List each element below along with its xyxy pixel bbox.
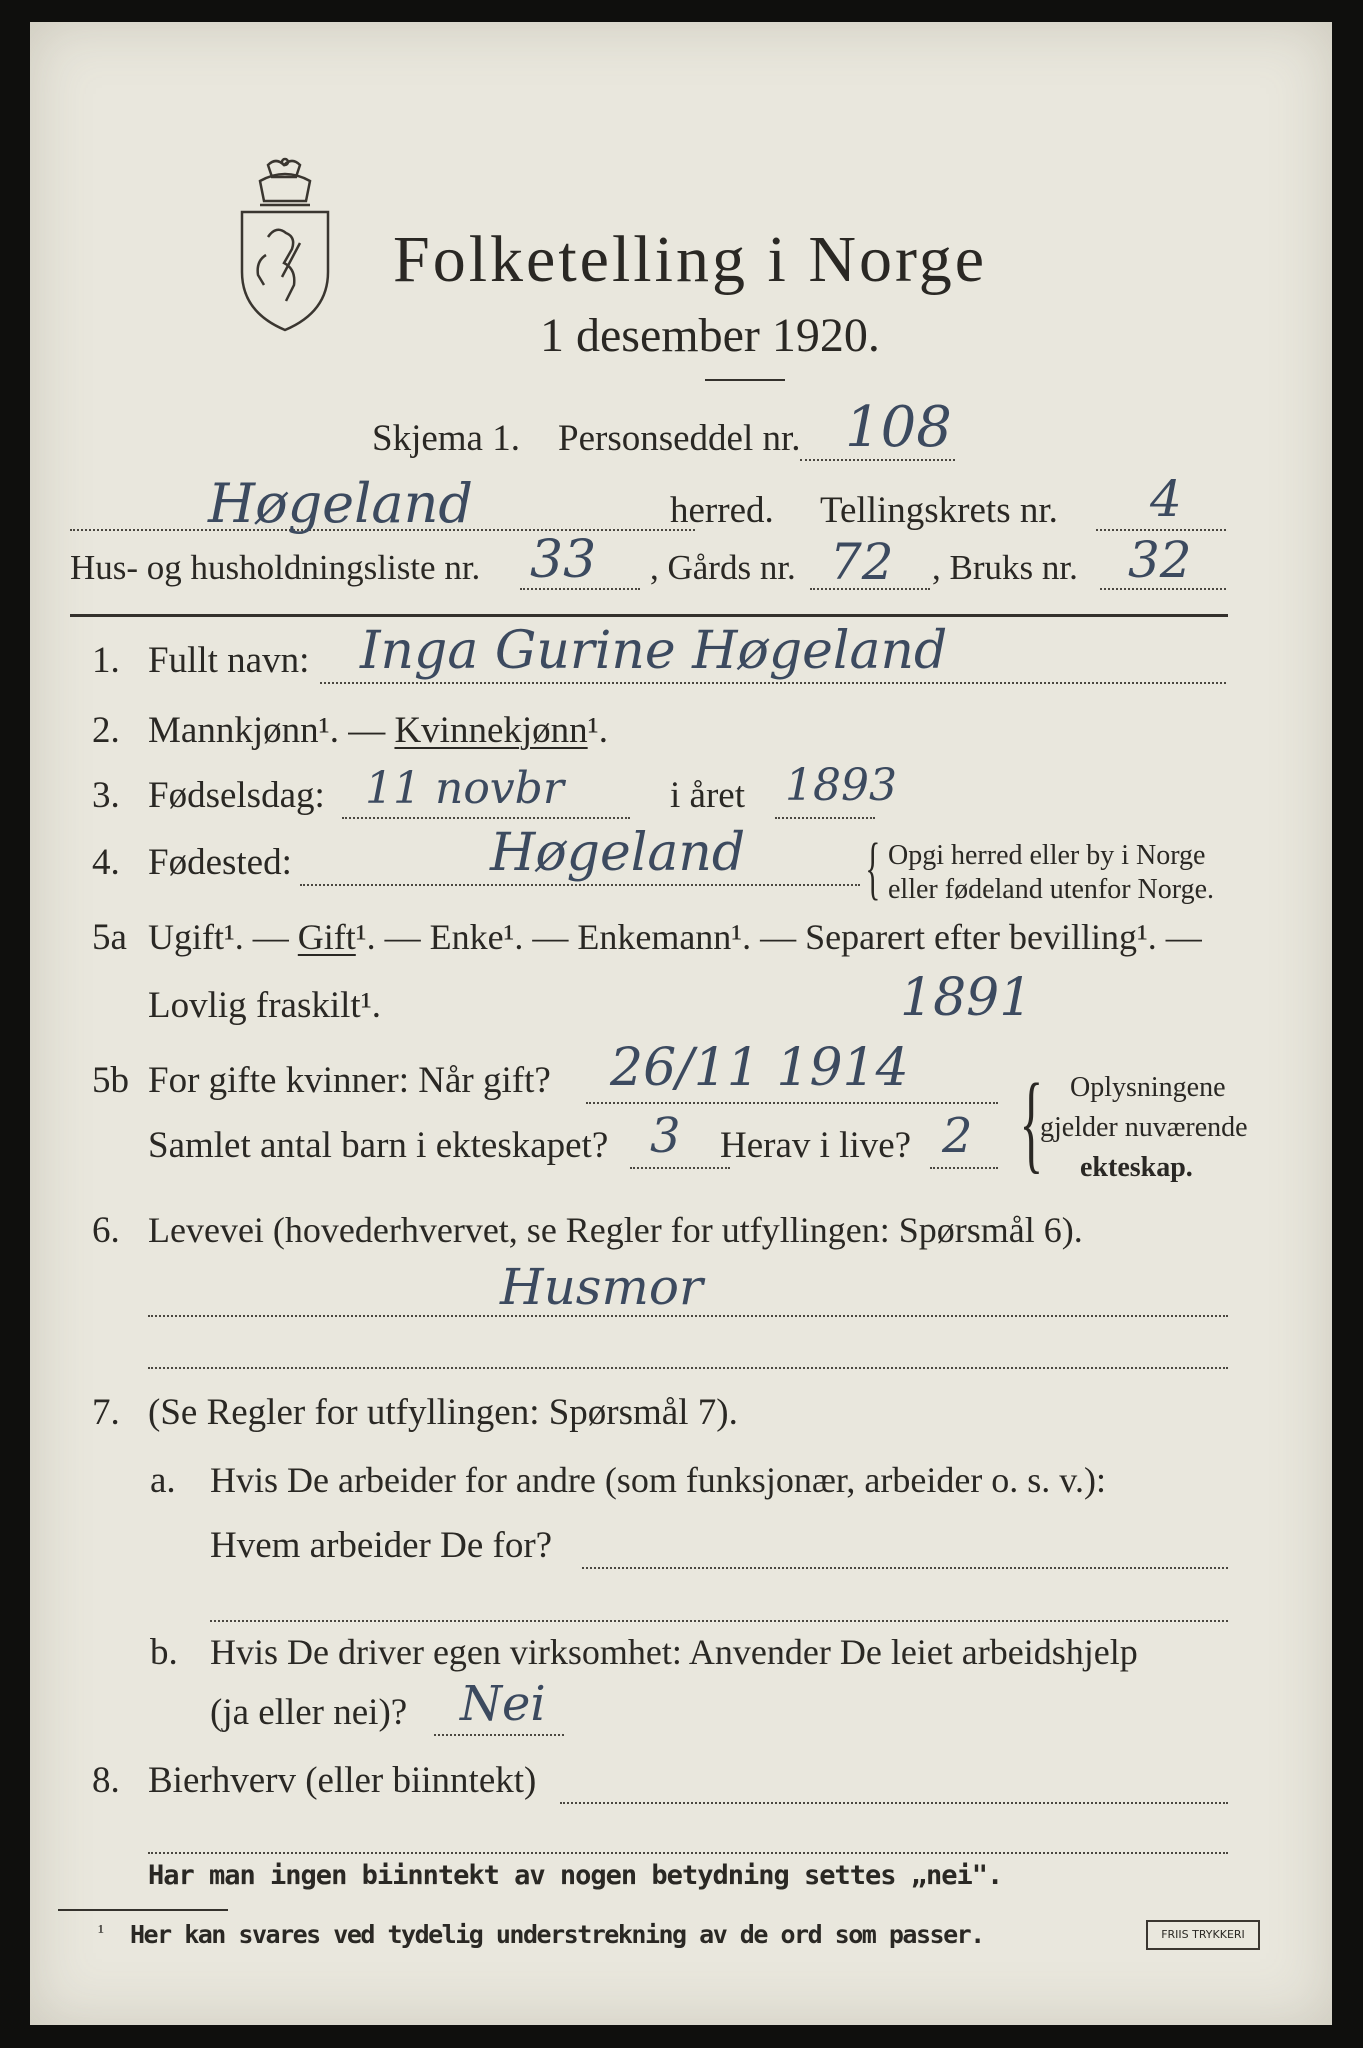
q4-value: Høgeland: [490, 823, 746, 883]
q6-label: Levevei (hovederhvervet, se Regler for utfyllingen: Spørsmål 6).: [148, 1210, 1083, 1250]
tellingskrets-value: 4: [1150, 470, 1182, 528]
q7-number: 7.: [92, 1392, 120, 1433]
q5b-label: For gifte kvinner: Når gift?: [148, 1060, 551, 1101]
section-divider: [70, 614, 1228, 617]
gards-label: , Gårds nr.: [650, 548, 796, 587]
q5b-live-value: 2: [942, 1108, 973, 1164]
q1-label: Fullt navn:: [148, 640, 310, 681]
q7a-letter: a.: [150, 1460, 176, 1501]
q5b-note-line2: gjelder nuværende: [1040, 1112, 1248, 1143]
q8-label: Bierhverv (eller biinntekt): [148, 1760, 537, 1801]
q4-label: Fødested:: [148, 842, 292, 883]
census-form: [30, 22, 1332, 2025]
q5a-number: 5a: [92, 917, 127, 958]
q5b-note-line3: ekteskap.: [1080, 1152, 1193, 1183]
q5a-value: 1891: [900, 968, 1033, 1028]
q5b-live-label: Herav i live?: [720, 1125, 912, 1166]
bruks-label: , Bruks nr.: [932, 548, 1078, 587]
q4-note-line1: Opgi herred eller by i Norge: [888, 840, 1206, 871]
q5b-number: 5b: [92, 1060, 129, 1101]
title-divider: [705, 379, 785, 381]
q5a-line2: Lovlig fraskilt¹.: [148, 985, 382, 1026]
printer-stamp: FRIIS TRYKKERI: [1146, 1920, 1260, 1950]
gards-value: 72: [830, 533, 894, 591]
q5b-barn-label: Samlet antal barn i ekteskapet?: [148, 1125, 609, 1166]
q1-value: Inga Gurine Høgeland: [360, 621, 948, 681]
form-title: Folketelling i Norge: [393, 223, 988, 296]
footnote-mark: ¹: [98, 1921, 104, 1943]
q7b-line2: (ja eller nei)?: [210, 1692, 408, 1733]
bruks-value: 32: [1128, 531, 1192, 589]
q5a-text: Ugift¹. — Gift¹. — Enke¹. — Enkemann¹. — Separert efter bevilling¹. —: [148, 917, 1202, 957]
q4-note-line2: eller fødeland utenfor Norge.: [888, 874, 1215, 905]
footer-note: Har man ingen biinntekt av nogen betydning settes „nei".: [148, 1860, 1003, 1891]
q5a-selected-option: Gift: [297, 917, 356, 957]
q7b-letter: b.: [150, 1632, 178, 1673]
personseddel-label: Personseddel nr.: [558, 418, 801, 459]
q8-number: 8.: [92, 1760, 120, 1801]
q2-number: 2.: [92, 710, 120, 751]
herred-label: herred.: [670, 490, 774, 531]
tellingskrets-label: Tellingskrets nr.: [820, 490, 1058, 531]
q5b-note-brace: {: [1019, 1061, 1044, 1183]
personseddel-value: 108: [845, 395, 952, 460]
q7b-value: Nei: [460, 1676, 546, 1732]
q3-year-value: 1893: [785, 760, 897, 811]
footnote-divider: [58, 1909, 228, 1911]
q3-year-label: i året: [670, 775, 745, 816]
herred-value: Høgeland: [208, 472, 473, 535]
q5b-value: 26/11 1914: [610, 1038, 909, 1098]
census-date: 1 desember 1920.: [540, 309, 880, 362]
q6-number: 6.: [92, 1210, 120, 1251]
q6-value: Husmor: [500, 1258, 703, 1316]
q7a-line2: Hvem arbeider De for?: [210, 1525, 553, 1566]
husholdning-value: 33: [530, 530, 597, 590]
footnote-text: Her kan svares ved tydelig understrekning av de ord som passer.: [130, 1920, 984, 1949]
q7a-text: Hvis De arbeider for andre (som funksjonær, arbeider o. s. v.):: [210, 1460, 1106, 1500]
q2-selected-option: Kvinnekjønn: [394, 710, 588, 751]
q5b-barn-value: 3: [650, 1108, 681, 1164]
q2-text: Mannkjønn¹. — Kvinnekjønn¹.: [148, 710, 608, 751]
q4-note-brace: {: [865, 830, 881, 907]
q5b-note-line1: Oplysningene: [1070, 1072, 1226, 1103]
husholdning-label: Hus- og husholdningsliste nr.: [70, 548, 481, 587]
q4-number: 4.: [92, 842, 120, 883]
q3-label: Fødselsdag:: [148, 775, 325, 816]
q3-value: 11 novbr: [365, 763, 564, 814]
schema-label: Skjema 1.: [372, 418, 520, 459]
q1-number: 1.: [92, 640, 120, 681]
q7b-text: Hvis De driver egen virksomhet: Anvender De leiet arbeidshjelp: [210, 1632, 1138, 1672]
coat-of-arms-icon: [230, 157, 340, 332]
q7-label: (Se Regler for utfyllingen: Spørsmål 7).: [148, 1392, 738, 1433]
q3-number: 3.: [92, 775, 120, 816]
